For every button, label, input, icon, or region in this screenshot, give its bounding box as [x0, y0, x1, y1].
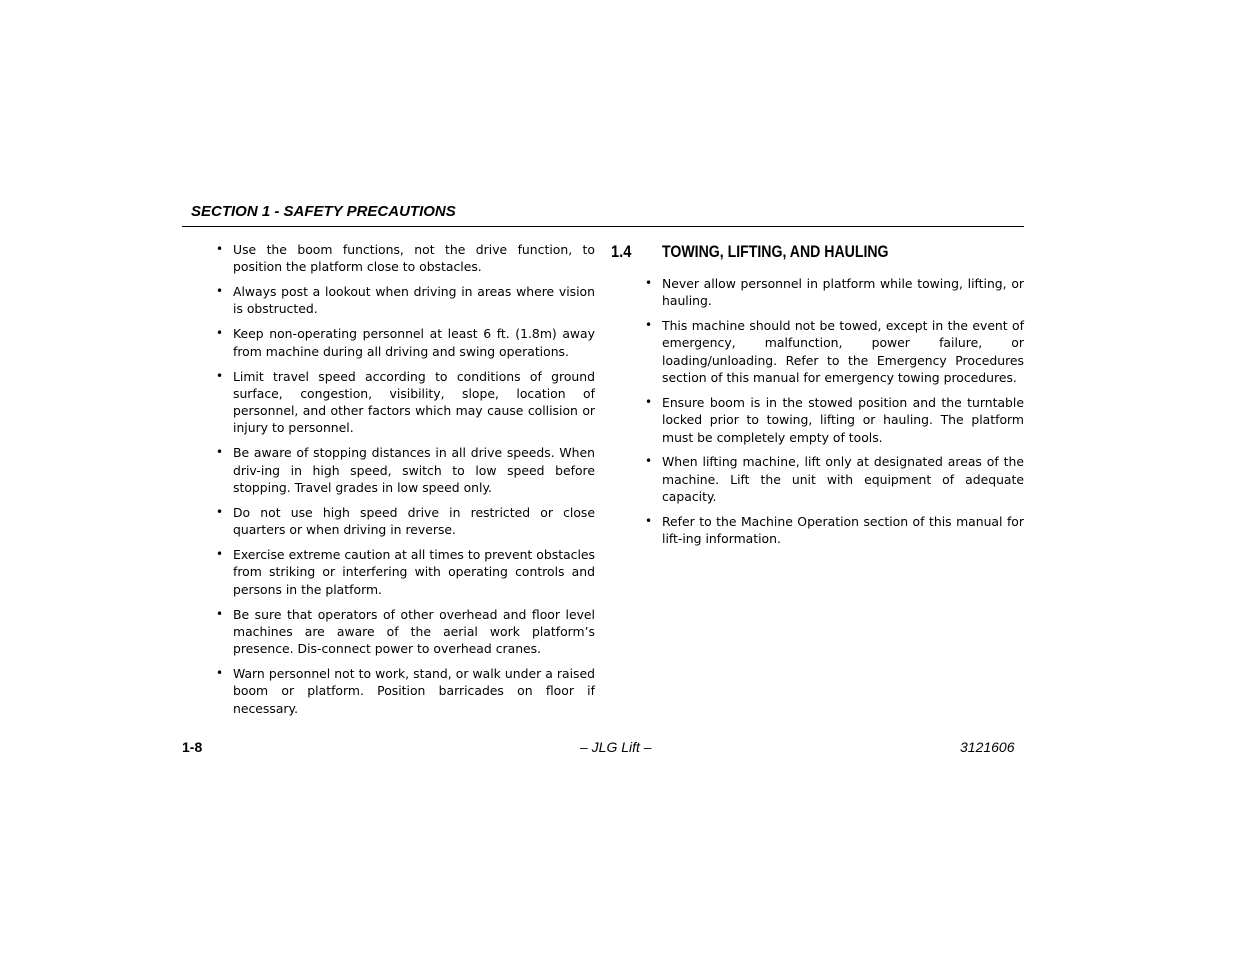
list-item-text: Ensure boom is in the stowed position and the turntable locked prior to towing, lifting or hauling. The platform must be completely empty of tools. [662, 394, 1024, 445]
list-item-text: Refer to the Machine Operation section of this manual for lift-ing information. [662, 513, 1024, 547]
bullet-icon: • [216, 445, 224, 460]
footer-publisher: – JLG Lift – [580, 739, 652, 755]
bullet-icon: • [216, 606, 224, 621]
section-header-title: SECTION 1 - SAFETY PRECAUTIONS [191, 203, 456, 220]
bullet-icon: • [645, 318, 653, 333]
right-column-bullet-list [645, 275, 1024, 555]
list-item [645, 275, 1024, 310]
bullet-icon: • [645, 513, 653, 528]
list-item-text: Never allow personnel in platform while towing, lifting, or hauling. [662, 276, 1024, 309]
list-item-text: Be sure that operators of other overhead and floor level machines are aware of the aerial work platform’s presence. Dis-connect power to overhead cranes. [233, 606, 595, 657]
footer-document-number: 3121606 [960, 739, 1015, 755]
list-item [216, 325, 595, 360]
bullet-icon: • [645, 394, 653, 409]
bullet-icon: • [216, 242, 224, 256]
list-item [645, 394, 1024, 446]
list-item [216, 606, 595, 658]
bullet-icon: • [216, 284, 224, 299]
bullet-icon: • [216, 547, 224, 562]
section-number: 1.4 [611, 242, 632, 261]
bullet-icon: • [216, 326, 224, 341]
list-item-text: Keep non-operating personnel at least 6 ft. (1.8m) away from machine during all driving and swing operations. [233, 326, 595, 359]
list-item-text: Exercise extreme caution at all times to prevent obstacles from striking or interfering with operating controls and persons in the platform. [233, 547, 595, 597]
list-item-text: This machine should not be towed, except in the event of emergency, malfunction, power failure, or loading/unloading. Refer to the Emergency Procedures section of this manual for emergency towing procedures. [662, 318, 1024, 386]
bullet-icon: • [645, 276, 653, 290]
bullet-icon: • [216, 368, 224, 383]
list-item [645, 513, 1024, 548]
bullet-icon: • [645, 454, 653, 469]
list-item [216, 241, 595, 276]
footer-page-number: 1-8 [182, 739, 203, 755]
list-item-text: Always post a lookout when driving in areas where vision is obstructed. [233, 284, 595, 317]
list-item-text: Be aware of stopping distances in all drive speeds. When driv-ing in high speed, switch to low speed before stopping. Travel grades in low speed only. [233, 445, 595, 495]
list-item [216, 665, 595, 717]
list-item-text: Use the boom functions, not the drive function, to position the platform close to obstacles. [233, 242, 595, 275]
list-item [216, 504, 595, 539]
list-item-text: When lifting machine, lift only at designated areas of the machine. Lift the unit with equipment of adequate capacity. [662, 454, 1024, 505]
header-divider [182, 226, 1024, 227]
list-item [645, 453, 1024, 505]
list-item [216, 546, 595, 598]
list-item [216, 283, 595, 318]
left-column-bullet-list [216, 241, 595, 724]
section-heading: TOWING, LIFTING, AND HAULING [662, 242, 889, 261]
list-item [216, 444, 595, 496]
list-item [216, 368, 595, 437]
bullet-icon: • [216, 665, 224, 680]
list-item-text: Warn personnel not to work, stand, or walk under a raised boom or platform. Position barricades on floor if necessary. [233, 665, 595, 716]
bullet-icon: • [216, 504, 224, 519]
list-item-text: Do not use high speed drive in restricted or close quarters or when driving in reverse. [233, 504, 595, 538]
list-item [645, 317, 1024, 386]
list-item-text: Limit travel speed according to conditions of ground surface, congestion, visibility, slope, location of personnel, and other factors which may cause collision or injury to personnel. [233, 368, 595, 436]
